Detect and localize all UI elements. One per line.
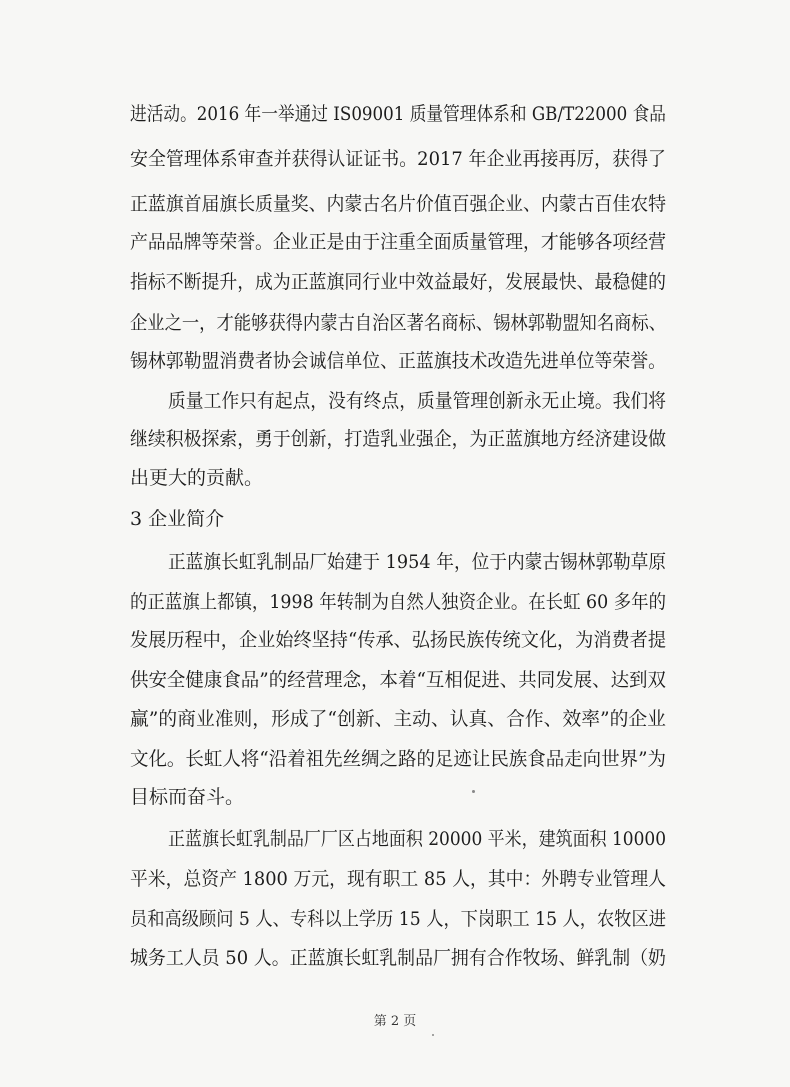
section-heading: 3 企业简介 bbox=[130, 508, 225, 530]
paragraph-2-line-3: 出更大的贡献。 bbox=[130, 467, 264, 489]
paragraph-3-line-3: 发展历程中，企业始终坚持“传承、弘扬民族传统文化，为消费者提 bbox=[130, 629, 666, 651]
paragraph-3-line-4: 供安全健康食品”的经营理念，本着“互相促进、共同发展、达到双 bbox=[130, 669, 666, 691]
paragraph-1-line-5: 指标不断提升，成为正蓝旗同行业中效益最好，发展最快、最稳健的 bbox=[130, 271, 666, 293]
paragraph-1-line-2: 安全管理体系审查并获得认证证书。2017 年企业再接再厉，获得了 bbox=[130, 148, 666, 170]
paragraph-4-line-3: 员和高级顾问 5 人、专科以上学历 15 人，下岗职工 15 人，农牧区进 bbox=[130, 908, 666, 930]
page-number: 第 2 页 bbox=[373, 1014, 417, 1029]
paragraph-2-line-1: 质量工作只有起点，没有终点，质量管理创新永无止境。我们将 bbox=[168, 390, 667, 412]
paragraph-4-line-2: 平米，总资产 1800 万元，现有职工 85 人，其中：外聘专业管理人 bbox=[130, 868, 666, 890]
paragraph-3-line-6: 文化。长虹人将“沿着祖先丝绸之路的足迹让民族食品走向世界”为 bbox=[130, 748, 666, 770]
paragraph-1-line-1: 进活动。2016 年一举通过 IS09001 质量管理体系和 GB/T22000 食品 bbox=[130, 103, 666, 125]
paragraph-3-line-2: 的正蓝旗上都镇，1998 年转制为自然人独资企业。在长虹 60 多年的 bbox=[130, 591, 667, 613]
scan-speck bbox=[472, 790, 475, 793]
paragraph-4-line-4: 城务工人员 50 人。正蓝旗长虹乳制品厂拥有合作牧场、鲜乳制（奶 bbox=[130, 947, 666, 969]
paragraph-4-line-1: 正蓝旗长虹乳制品厂厂区占地面积 20000 平米，建筑面积 10000 bbox=[168, 828, 667, 850]
paragraph-3-line-7: 目标而奋斗。 bbox=[130, 786, 245, 808]
paragraph-1-line-7: 锡林郭勒盟消费者协会诚信单位、正蓝旗技术改造先进单位等荣誉。 bbox=[130, 350, 666, 372]
paragraph-2-line-2: 继续积极探索，勇于创新，打造乳业强企，为正蓝旗地方经济建设做 bbox=[130, 428, 666, 450]
paragraph-3-line-1: 正蓝旗长虹乳制品厂始建于 1954 年，位于内蒙古锡林郭勒草原 bbox=[168, 551, 667, 573]
paragraph-1-line-4: 产品品牌等荣誉。企业正是由于注重全面质量管理，才能够各项经营 bbox=[130, 231, 666, 253]
paragraph-1-line-6: 企业之一，才能够获得内蒙古自治区著名商标、锡林郭勒盟知名商标、 bbox=[130, 312, 667, 334]
paragraph-3-line-5: 赢”的商业准则，形成了“创新、主动、认真、合作、效率”的企业 bbox=[130, 708, 666, 730]
paragraph-1-line-3: 正蓝旗首届旗长质量奖、内蒙古名片价值百强企业、内蒙古百佳农特 bbox=[130, 193, 666, 215]
scan-speck bbox=[432, 1034, 434, 1036]
